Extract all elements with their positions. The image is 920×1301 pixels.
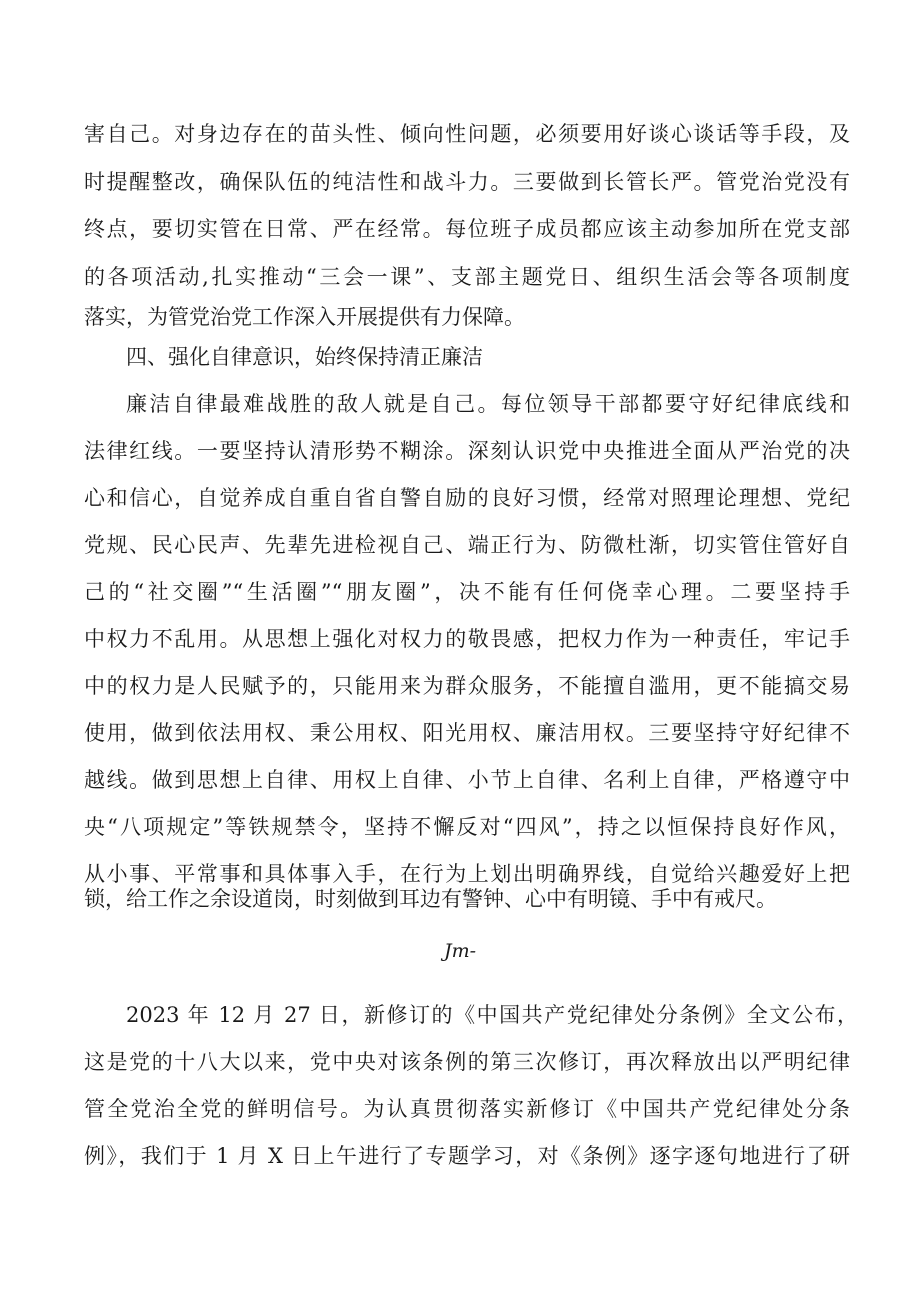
paragraph-2-line: 中的权力是人民赋予的，只能用来为群众服务，不能擅自滥用，更不能搞交易: [84, 674, 850, 698]
paragraph-2-line: 越线。做到思想上自律、用权上自律、小节上自律、名利上自律，严格遵守中: [84, 768, 850, 792]
paragraph-3-line: 例》，我们于 1 月 X 日上午进行了专题学习，对《条例》逐字逐句地进行了研: [84, 1144, 850, 1168]
paragraph-2-line: 己的“社交圈”“生活圈”“朋友圈”，决不能有任何侥幸心理。二要坚持手: [84, 580, 850, 604]
paragraph-3-line: 管全党治全党的鲜明信号。为认真贯彻落实新修订《中国共产党纪律处分条: [84, 1097, 850, 1121]
paragraph-1-line: 的各项活动,扎实推动“三会一课”、支部主题党日、组织生活会等各项制度: [84, 265, 850, 289]
paragraph-2-line: 央“八项规定”等铁规禁令，坚持不懈反对“四风”，持之以恒保持良好作风，: [84, 815, 850, 839]
paragraph-2-line: 中权力不乱用。从思想上强化对权力的敬畏感，把权力作为一种责任，牢记手: [84, 627, 850, 651]
paragraph-1-line: 害自己。对身边存在的苗头性、倾向性问题，必须要用好谈心谈话等手段，及: [84, 122, 850, 146]
paragraph-2-line: 心和信心，自觉养成自重自省自警自励的良好习惯，经常对照理论理想、党纪: [84, 486, 850, 510]
section-heading: 四、强化自律意识，始终保持清正廉洁: [126, 345, 483, 369]
paragraph-1-line: 时提醒整改，确保队伍的纯洁性和战斗力。三要做到长管长严。管党治党没有: [84, 170, 850, 194]
paragraph-2-line: 从小事、平常事和具体事入手，在行为上划出明确界线，自觉给兴趣爱好上把: [84, 862, 850, 886]
paragraph-3-line: 这是党的十八大以来，党中央对该条例的第三次修订，再次释放出以严明纪律: [84, 1050, 850, 1074]
paragraph-1-line: 终点，要切实管在日常、严在经常。每位班子成员都应该主动参加所在党支部: [84, 217, 850, 241]
paragraph-2-line: 使用，做到依法用权、秉公用权、阳光用权、廉洁用权。三要坚持守好纪律不: [84, 721, 850, 745]
paragraph-2-line: 锁，给工作之余设道岗，时刻做到耳边有警钟、心中有明镜、手中有戒尺。: [84, 887, 777, 911]
paragraph-3-line: 2023 年 12 月 27 日，新修订的《中国共产党纪律处分条例》全文公布，: [126, 1003, 858, 1027]
paragraph-2-line: 法律红线。一要坚持认清形势不糊涂。深刻认识党中央推进全面从严治党的决: [84, 439, 850, 463]
paragraph-2-line: 廉洁自律最难战胜的敌人就是自己。每位领导干部都要守好纪律底线和: [126, 392, 850, 416]
section-separator: Jm-: [443, 940, 477, 962]
paragraph-2-line: 党规、民心民声、先辈先进检视自己、端正行为、防微杜渐，切实管住管好自: [84, 533, 850, 557]
paragraph-1-line: 落实，为管党治党工作深入开展提供有力保障。: [84, 305, 525, 329]
